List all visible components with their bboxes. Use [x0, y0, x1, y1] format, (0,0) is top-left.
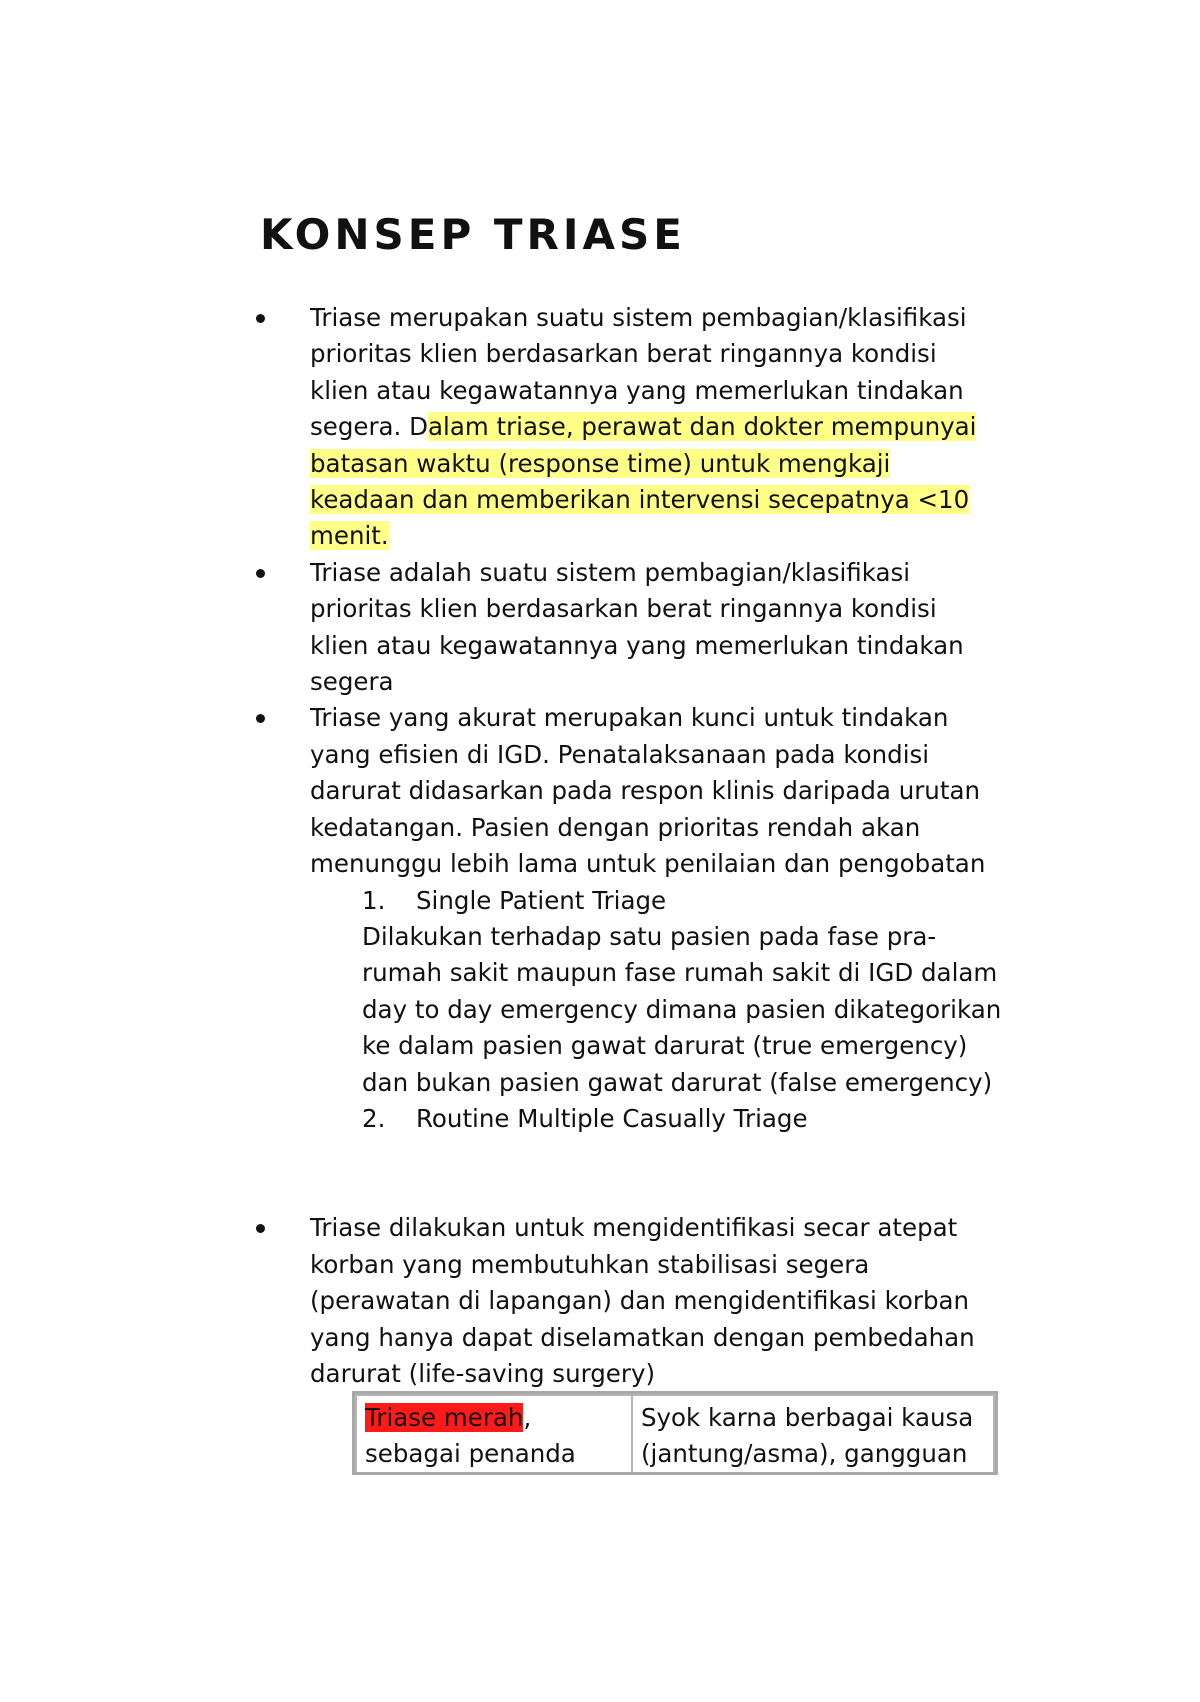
document-body — [0, 300, 1200, 1392]
table-cell-text: , sebagai penanda — [365, 1403, 576, 1468]
bullet-item-2 — [0, 555, 1000, 701]
table-cell — [356, 1395, 632, 1475]
table-row — [356, 1395, 994, 1475]
red-highlight-text: Triase merah — [365, 1403, 524, 1432]
triage-table — [352, 1391, 998, 1475]
bullet-dot-icon — [256, 1224, 265, 1233]
spacer — [0, 1137, 1200, 1210]
table-cell-text: Syok karna berbagai kausa (jantung/asma), gangguan — [641, 1403, 974, 1468]
bullet-text: Triase merupakan suatu sistem pembagian/klasifikasi prioritas klien berdasarkan berat ringannya kondisi klien atau kegawatannya yang memerlukan tindakan segera. D — [310, 303, 967, 442]
bullet-item-1 — [0, 300, 1000, 555]
bullet-dot-icon — [256, 314, 265, 323]
bullet-text: Triase yang akurat merupakan kunci untuk tindakan yang efisien di IGD. Penatalaksanaan pada kondisi darurat didasarkan pada respon klinis daripada urutan kedatangan. Pasien dengan prioritas rendah akan menunggu lebih lama untuk penilaian dan pengobatan — [310, 703, 986, 879]
list-number: 2. — [362, 1103, 386, 1133]
list-number: 1. — [362, 885, 386, 915]
numbered-item-title: Single Patient Triage — [416, 885, 667, 915]
numbered-item-description: Dilakukan terhadap satu pasien pada fase pra-rumah sakit maupun fase rumah sakit di IGD dalam day to day emergency dimana pasien dikategorikan ke dalam pasien gawat darurat (true emergency) dan bukan pasien gawat darurat (false emergency) — [362, 921, 1002, 1097]
table-cell — [632, 1395, 994, 1475]
numbered-item-2 — [0, 1101, 1002, 1137]
document-title: KONSEP TRIASE — [260, 210, 686, 259]
bullet-item-4 — [0, 1210, 1000, 1392]
numbered-item-1 — [0, 883, 1002, 919]
numbered-item-title: Routine Multiple Casually Triage — [416, 1103, 808, 1133]
bullet-dot-icon — [256, 569, 265, 578]
bullet-text: Triase dilakukan untuk mengidentifikasi secar atepat korban yang membutuhkan stabilisasi segera (perawatan di lapangan) dan mengidentifikasi korban yang hanya dapat diselamatkan dengan pembedahan darurat (life-saving surgery) — [310, 1213, 975, 1388]
bullet-text: Triase adalah suatu sistem pembagian/klasifikasi prioritas klien berdasarkan berat ringannya kondisi klien atau kegawatannya yang memerlukan tindakan segera — [310, 557, 964, 697]
highlighted-text: alam triase, perawat dan dokter mempunyai batasan waktu (response time) untuk mengkaji keadaan dan memberikan intervensi secepatnya <10 menit. — [310, 412, 977, 551]
bullet-dot-icon — [256, 714, 265, 723]
bullet-item-3 — [0, 700, 1000, 882]
